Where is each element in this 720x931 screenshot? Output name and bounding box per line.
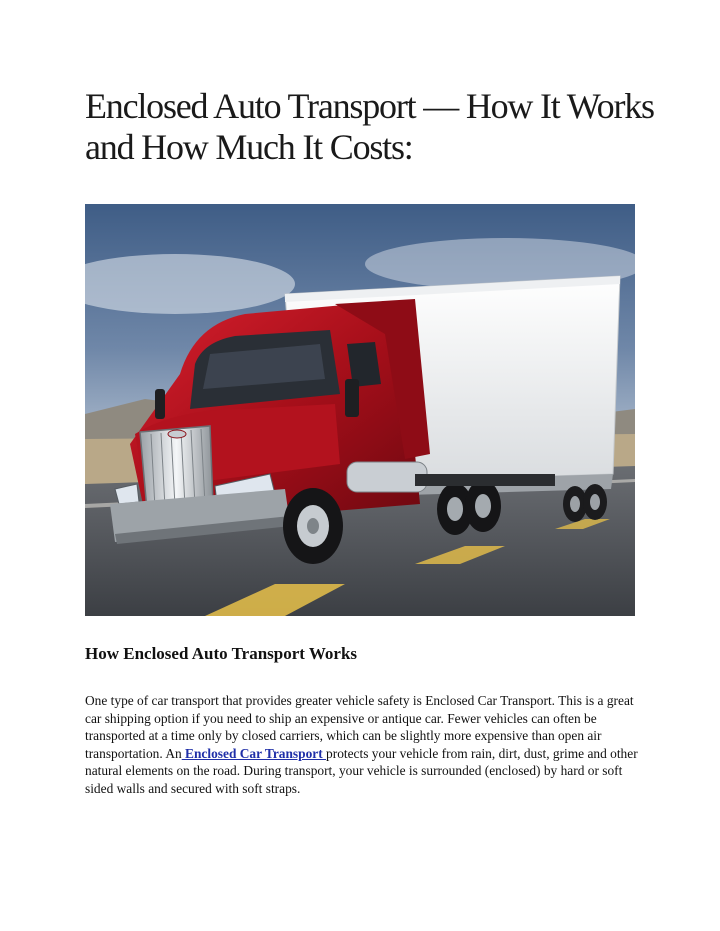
- paragraph-text-after-link: protects your vehicle from rain, dirt, dust, grime and other natural elements on the road. During transport, your vehicle is surrounded (enclosed) by hard or soft sided walls and secured with soft straps.: [85, 745, 638, 796]
- page-title: Enclosed Auto Transport — How It Works and How Much It Costs:: [85, 86, 654, 167]
- enclosed-car-transport-link[interactable]: Enclosed Car Transport: [181, 745, 327, 761]
- paragraph-text-before-link: One type of car transport that provides greater vehicle safety is Enclosed Car Transport. This is a great car shipping option if you need to ship an expensive or antique car. Fewer vehicles can often be transported at a time only by closed carriers, which can be slightly more expensive than open air transportation. An: [85, 693, 634, 761]
- semi-truck-photo: [85, 204, 635, 616]
- body-paragraph: [85, 692, 645, 798]
- section-heading: How Enclosed Auto Transport Works: [85, 644, 358, 663]
